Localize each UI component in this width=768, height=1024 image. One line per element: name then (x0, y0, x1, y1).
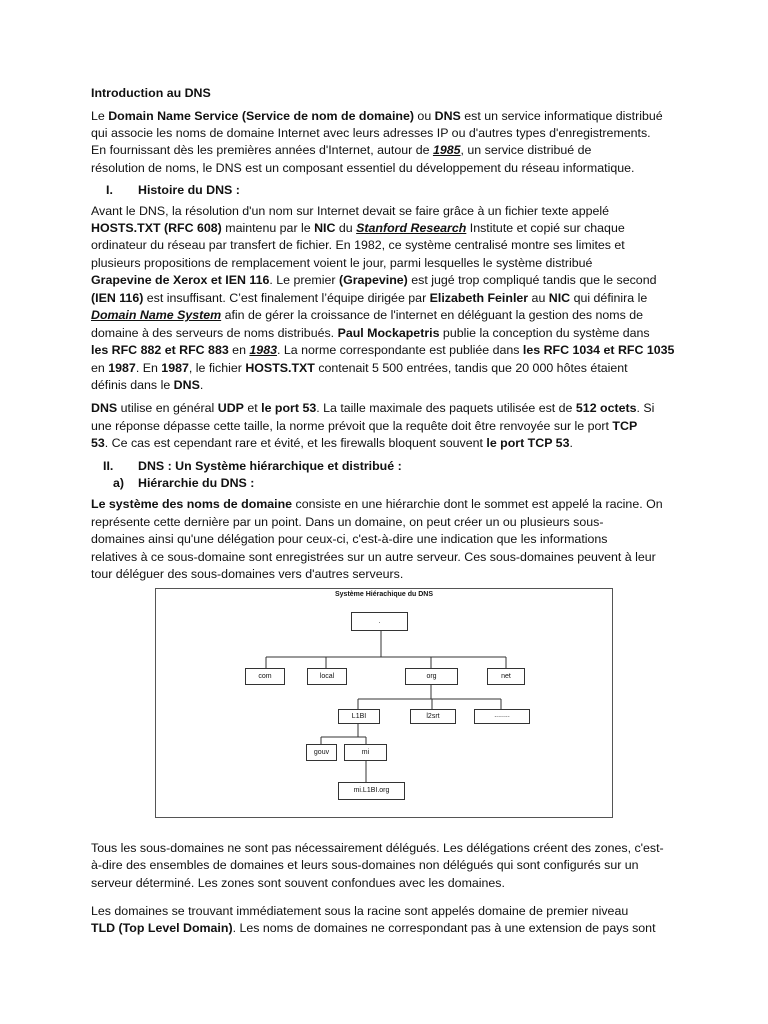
sub2-node-mi: mi (344, 744, 387, 761)
leaf-node: mi.L1BI.org (338, 782, 405, 800)
paragraph-line: à-dire des ensembles de domaines et leurs sous-domaines non délégués qui sont configurés sur un (91, 858, 639, 872)
paragraph-line: une réponse dépasse cette taille, la norme prévoit que la requête doit être renvoyée sur le port TCP (91, 419, 638, 433)
paragraph-line: Domain Name System afin de gérer la croissance de l'internet en déléguant la gestion des noms de (91, 308, 644, 322)
paragraph-line: (IEN 116) est insuffisant. C’est finalement l’équipe dirigée par Elizabeth Feinler au NIC qui définira le (91, 291, 648, 305)
paragraph-line: Le système des noms de domaine consiste en une hiérarchie dont le sommet est appelé la racine. On (91, 497, 663, 511)
dns-hierarchy-figure (155, 588, 613, 818)
section-number: II. (103, 459, 114, 473)
paragraph-line: Grapevine de Xerox et IEN 116. Le premier (Grapevine) est jugé trop compliqué tandis que le second (91, 273, 657, 287)
sub2-node-gouv: gouv (306, 744, 337, 761)
paragraph-line: 53. Ce cas est cependant rare et évité, et les firewalls bloquent souvent le port TCP 53. (91, 436, 573, 450)
section-number: I. (106, 183, 113, 197)
tld-node-org: org (405, 668, 458, 685)
subsection-number: a) (113, 476, 125, 490)
figure-title: Système Hiérachique du DNS (334, 591, 434, 598)
paragraph-line: En fournissant dès les premières années d'Internet, autour de 1985, un service distribué de (91, 143, 592, 157)
document-title: Introduction au DNS (91, 86, 211, 100)
sub-node-ellipsis: ........ (474, 709, 530, 724)
paragraph-line: en 1987. En 1987, le fichier HOSTS.TXT contenait 5 500 entrées, tandis que 20 000 hôtes étaient (91, 361, 628, 375)
subsection-heading: Hiérarchie du DNS : (138, 476, 255, 490)
paragraph-line: Les domaines se trouvant immédiatement sous la racine sont appelés domaine de premier niveau (91, 904, 629, 918)
paragraph-line: Avant le DNS, la résolution d'un nom sur Internet devait se faire grâce à un fichier texte appelé (91, 204, 610, 218)
paragraph-line: domaine à des serveurs de noms distribués. Paul Mockapetris publie la conception du système dans (91, 326, 650, 340)
section-heading: Histoire du DNS : (138, 183, 240, 197)
sub-node-l2srt: l2srt (410, 709, 456, 724)
paragraph-line: DNS utilise en général UDP et le port 53. La taille maximale des paquets utilisée est de 512 octets. Si (91, 401, 655, 415)
tld-node-com: com (245, 668, 285, 685)
paragraph-line: relatives à ce sous-domaine sont enregistrées sur un autre serveur. Ces sous-domaines peuvent à leur (91, 550, 656, 564)
paragraph-line: les RFC 882 et RFC 883 en 1983. La norme correspondante est publiée dans les RFC 1034 et RFC 1035 (91, 343, 675, 357)
paragraph-line: Tous les sous-domaines ne sont pas nécessairement délégués. Les délégations créent des zones, c'est- (91, 841, 664, 855)
paragraph-line: Le Domain Name Service (Service de nom de domaine) ou DNS est un service informatique distribué (91, 109, 663, 123)
paragraph-line: serveur déterminé. Les zones sont souvent confondues avec les domaines. (91, 876, 505, 890)
section-heading: DNS : Un Système hiérarchique et distribué : (138, 459, 402, 473)
paragraph-line: TLD (Top Level Domain). Les noms de domaines ne correspondant pas à une extension de pays sont (91, 921, 656, 935)
root-node: . (351, 612, 408, 631)
paragraph-line: tour déléguer des sous-domaines vers d'autres serveurs. (91, 567, 404, 581)
paragraph-line: représente cette dernière par un point. Dans un domaine, on peut créer un ou plusieurs sous- (91, 515, 604, 529)
paragraph-line: ordinateur du réseau par transfert de fichier. En 1982, ce système centralisé montre ses limites et (91, 238, 625, 252)
paragraph-line: HOSTS.TXT (RFC 608) maintenu par le NIC du Stanford Research Institute et copié sur chaque (91, 221, 625, 235)
paragraph-line: domaines ainsi qu'une délégation pour ceux-ci, c'est-à-dire une indication que les informations (91, 532, 608, 546)
tld-node-net: net (487, 668, 525, 685)
paragraph-line: plusieurs propositions de remplacement voient le jour, parmi lesquelles le système distribué (91, 256, 593, 270)
paragraph-line: qui associe les noms de domaine Internet avec leurs adresses IP ou d'autres types d'enregistrements. (91, 126, 651, 140)
paragraph-line: définis dans le DNS. (91, 378, 204, 392)
sub-node-l1bi: L1BI (338, 709, 380, 724)
tld-node-local: local (307, 668, 347, 685)
paragraph-line: résolution de noms, le DNS est un composant essentiel du développement du réseau informatique. (91, 161, 635, 175)
